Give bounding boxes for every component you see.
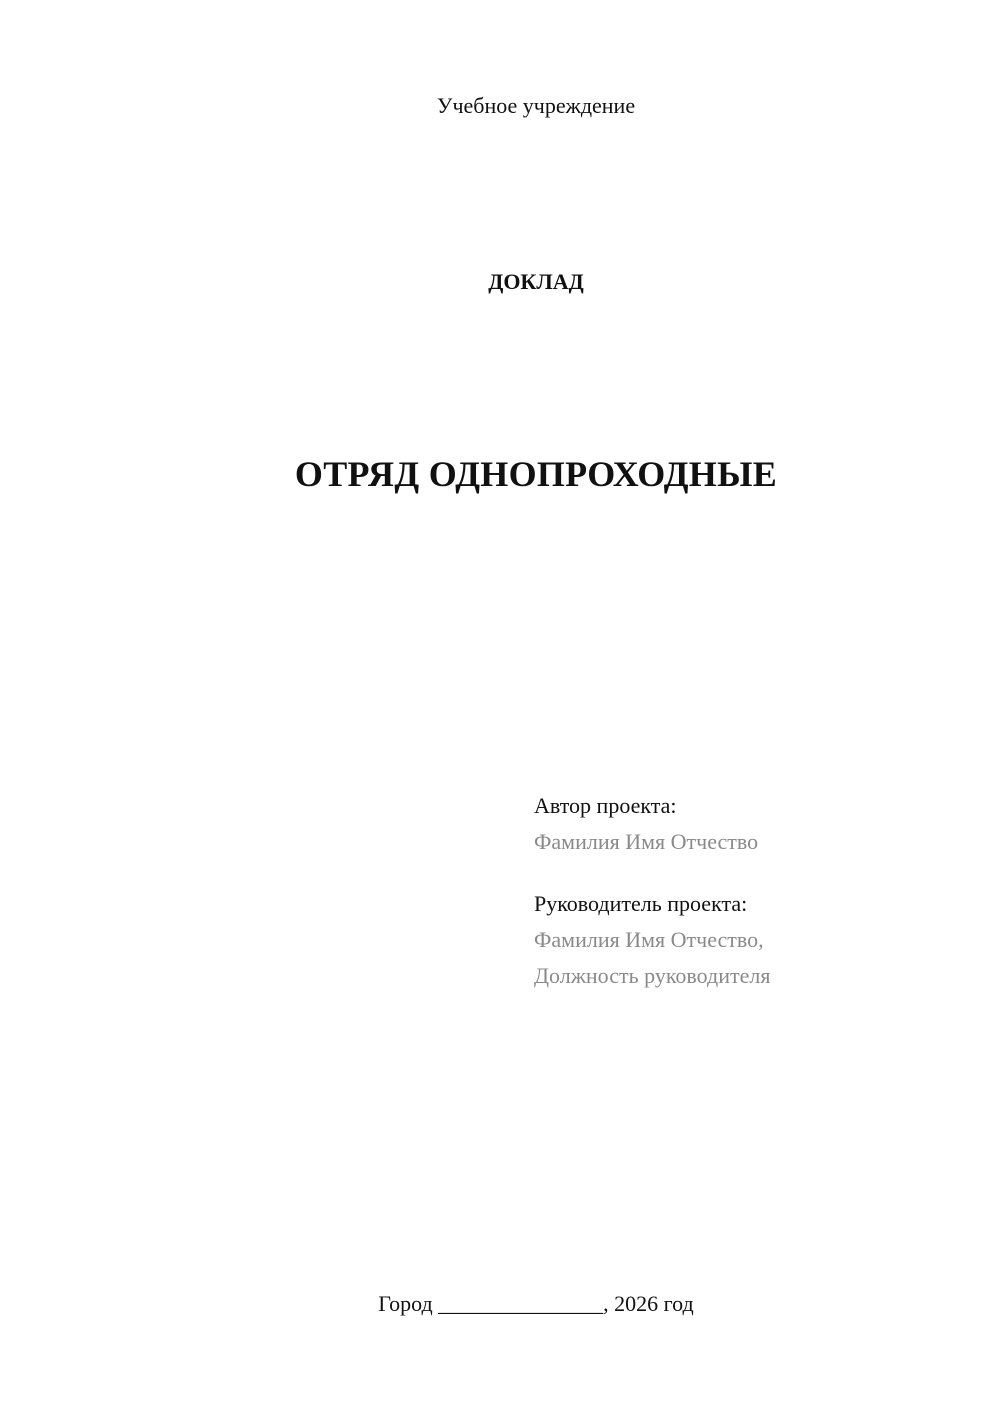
credits-block — [534, 788, 974, 994]
author-label: Автор проекта: — [534, 793, 677, 818]
credits-spacer — [534, 860, 974, 886]
author-name: Фамилия Имя Отчество — [534, 829, 759, 854]
city-year-line: Город _______________, 2026 год — [378, 1291, 694, 1316]
institution-name: Учебное учреждение — [436, 93, 636, 118]
supervisor-position: Должность руководителя — [534, 963, 771, 988]
supervisor-name: Фамилия Имя Отчество, — [534, 927, 764, 952]
supervisor-label: Руководитель проекта: — [534, 891, 748, 916]
document-title: ОТРЯД ОДНОПРОХОДНЫЕ — [294, 454, 778, 494]
document-type: ДОКЛАД — [488, 269, 584, 294]
